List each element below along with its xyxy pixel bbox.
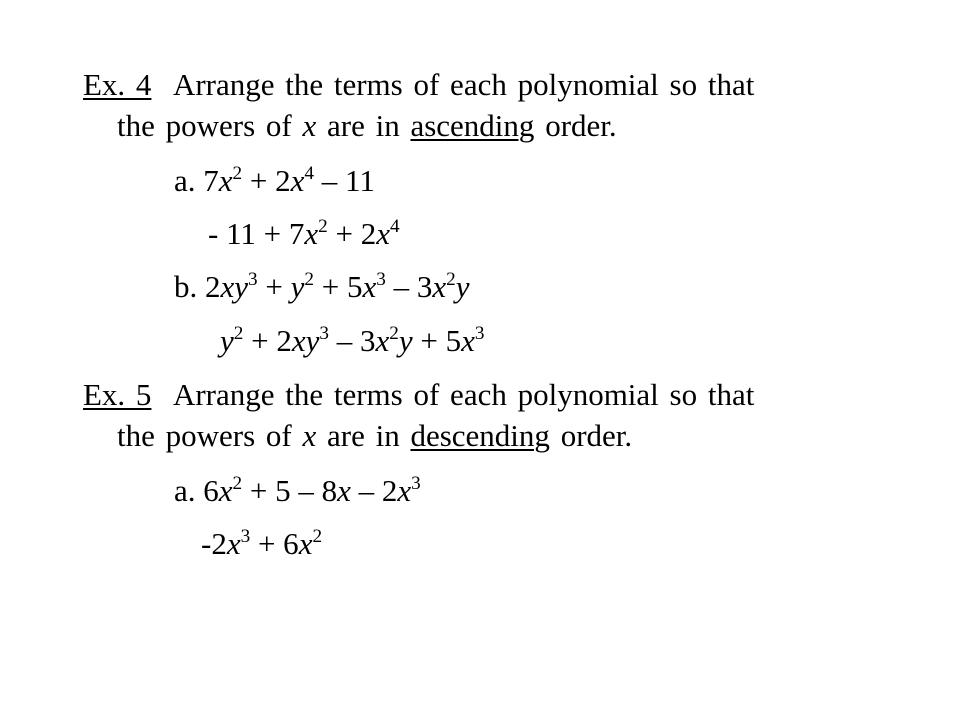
term-text: + [257,269,291,304]
term-text: + 2 [242,163,291,198]
ex4-instruction-line2 [117,108,617,144]
term-text: + 5 [314,269,363,304]
ex4-b-problem-expr [205,269,470,304]
ex4-line2-mid: are in [316,108,411,143]
ex5-a-problem-expr [203,473,421,508]
variable: y [220,323,234,358]
variable: y [290,269,305,304]
exponent: 3 [376,269,386,291]
variable: x [376,216,391,251]
exponent: 2 [233,323,244,345]
variable: x [290,163,305,198]
term-text: 6 [203,473,219,508]
exponent: 2 [232,473,243,495]
ex4-a-prefix: a. [174,163,204,198]
variable: xy [220,269,249,304]
ex4-a-answer-expr [208,216,400,251]
ex5-a-prefix: a. [174,473,204,508]
ex4-prompt: Arrange the terms of each polynomial so that [172,67,755,102]
ex5-label: Ex. 5 [83,377,152,412]
exponent: 2 [389,323,399,345]
ex4-b-problem [174,269,470,305]
variable: x [461,323,475,358]
exponent: 3 [240,526,251,548]
variable: y [398,323,413,358]
ex5-a-answer [201,526,322,562]
term-text: + 6 [250,526,299,561]
ex5-variable: x [302,418,317,453]
exponent: 2 [232,163,243,185]
exponent: 2 [312,526,323,548]
ex4-variable: x [302,108,317,143]
ex4-line2-post: order. [534,108,617,143]
term-text: – 3 [385,269,433,304]
term-text: -2 [201,526,227,561]
exponent: 4 [304,163,314,185]
term-text: – 2 [350,473,398,508]
ex5-prompt: Arrange the terms of each polynomial so that [172,377,755,412]
variable: x [432,269,447,304]
variable: x [304,216,319,251]
term-text: 7 [203,163,219,198]
term-text: – 11 [314,163,375,198]
ex4-line2-pre: the powers of [117,108,303,143]
exponent: 3 [319,323,329,345]
term-text: + 5 – 8 [242,473,338,508]
variable: x [337,473,351,508]
ex5-a-answer-expr [201,526,322,561]
term-text: - 11 + 7 [208,216,305,251]
term-text: 2 [205,269,221,304]
exponent: 4 [390,216,400,238]
ex4-label: Ex. 4 [83,67,152,102]
term-text: + 2 [327,216,377,251]
ex4-b-prefix: b. [174,269,205,304]
exponent: 2 [318,216,328,238]
variable: x [226,526,241,561]
variable: x [397,473,412,508]
ex4-a-answer [208,216,400,252]
ex4-a-problem [174,163,375,199]
variable: x [218,163,233,198]
ex5-line2-post: order. [549,418,633,453]
ex5-instruction-line2 [117,418,632,454]
variable: x [362,269,377,304]
variable: x [298,526,313,561]
ex4-b-answer [220,323,485,359]
term-text: + 5 [412,323,462,358]
variable: x [218,473,233,508]
ex4-order-word: ascending [410,108,535,143]
variable: xy [291,323,320,358]
exponent: 3 [474,323,485,345]
exponent: 2 [446,269,456,291]
ex4-heading [83,67,754,103]
exponent: 3 [248,269,258,291]
ex4-b-answer-expr [220,323,485,358]
ex5-order-word: descending [410,418,550,453]
ex4-a-problem-expr [203,163,375,198]
exponent: 3 [411,473,421,495]
ex5-a-problem [174,473,421,509]
ex5-heading [83,377,754,413]
ex5-line2-mid: are in [316,418,411,453]
variable: y [455,269,470,304]
exponent: 2 [304,269,314,291]
ex5-line2-pre: the powers of [117,418,303,453]
term-text: – 3 [329,323,376,358]
variable: x [375,323,390,358]
term-text: + 2 [243,323,292,358]
